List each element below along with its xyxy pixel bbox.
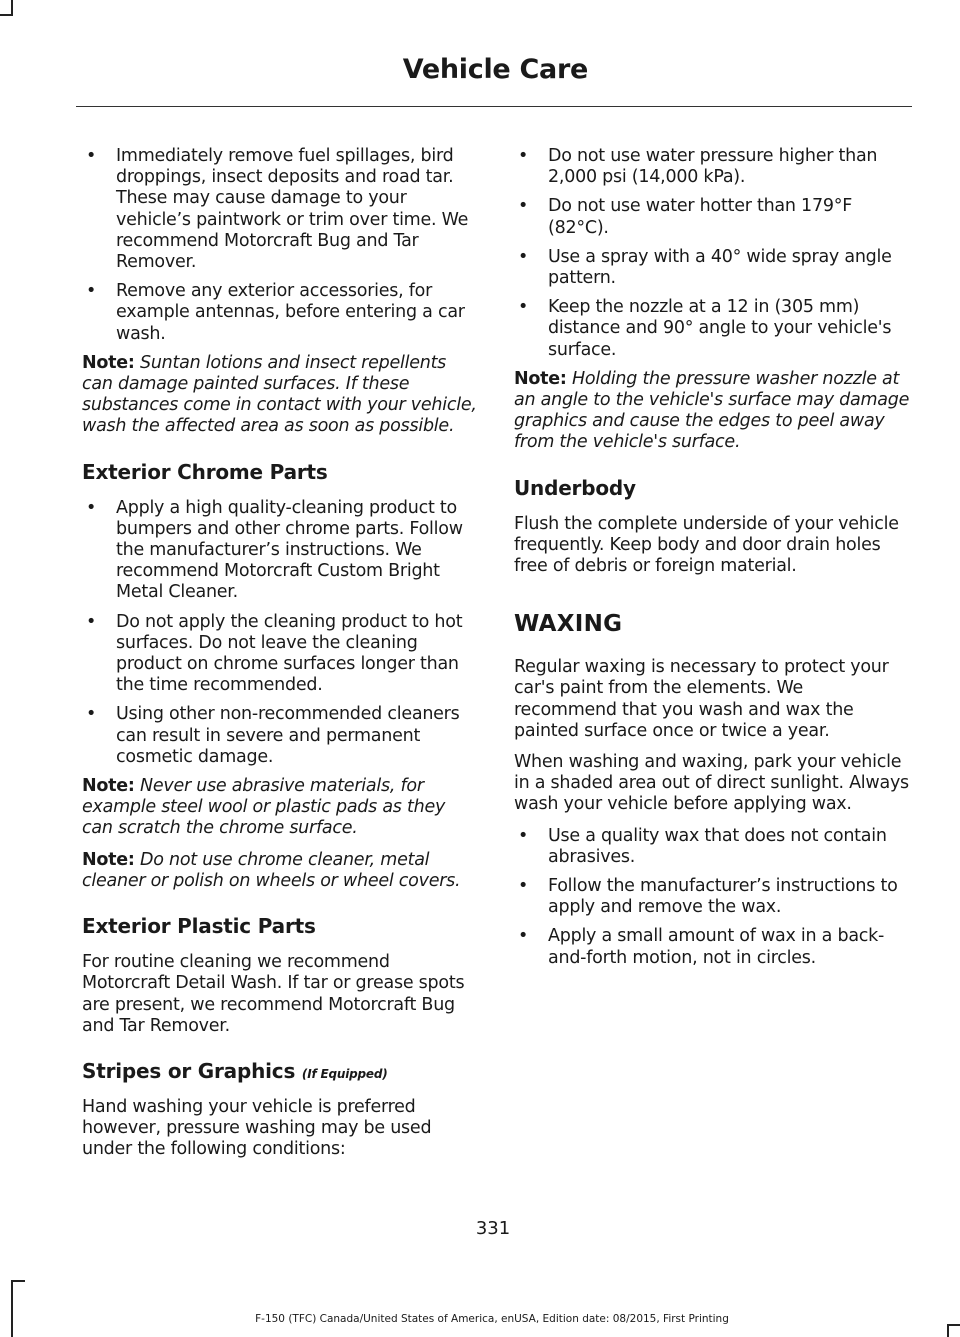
note: Note: Never use abrasive materials, for example steel wool or plastic pads as they can scratch the chrome surface. [82, 776, 446, 839]
bullet-icon: • [518, 297, 529, 318]
paragraph: When washing and waxing, park your vehicle in a shaded area out of direct sunlight. Always wash your vehicle before applying wax. [514, 752, 909, 815]
bullet-icon: • [518, 876, 529, 897]
left-column [82, 146, 478, 1171]
bullet-icon: • [86, 146, 97, 166]
section-heading-plastic: Exterior Plastic Parts [82, 914, 316, 939]
bullet-icon: • [518, 825, 529, 846]
list-item: • Immediately remove fuel spillages, bird droppings, insect deposits and road tar. These may cause damage to your vehicle’s paintwork or trim over time. We recommend Motorcraft Bug and Tar Remover. [86, 146, 469, 273]
section-heading-underbody: Underbody [514, 475, 636, 500]
list-item: • Use a spray with a 40° wide spray angle pattern. [518, 246, 892, 289]
list-item: • Follow the manufacturer’s instructions to apply and remove the wax. [518, 876, 898, 918]
paragraph: Flush the complete underside of your vehicle frequently. Keep body and door drain holes free of debris or foreign material. [514, 513, 899, 577]
bullet-icon: • [518, 146, 529, 166]
page-title: Vehicle Care [402, 54, 588, 85]
bullet-icon: • [86, 281, 97, 302]
note: Note: Holding the pressure washer nozzle at an angle to the vehicle's surface may damage graphics and cause the edges to peel away from the vehicle's surface. [514, 368, 910, 453]
section-heading-chrome: Exterior Chrome Parts [82, 459, 328, 484]
list-item: • Keep the nozzle at a 12 in (305 mm) distance and 90° angle to your vehicle's surface. [518, 297, 892, 360]
list-item: • Using other non-recommended cleaners can result in severe and permanent cosmetic damage. [86, 704, 460, 767]
footer-edition: F-150 (TFC) Canada/United States of America, enUSA, Edition date: 08/2015, First Printing [255, 1313, 729, 1325]
header-divider [76, 106, 912, 107]
list-item: • Apply a small amount of wax in a back-and-forth motion, not in circles. [518, 926, 885, 968]
page-number: 331 [475, 1218, 511, 1239]
list-item: • Do not use water pressure higher than 2,000 psi (14,000 kPa). [518, 146, 878, 188]
note: Note: Do not use chrome cleaner, metal cleaner or polish on wheels or wheel covers. [82, 849, 461, 891]
heading-qualifier: (If Equipped) [301, 1066, 388, 1081]
bullet-icon: • [518, 926, 529, 947]
bullet-icon: • [86, 704, 97, 725]
paragraph: For routine cleaning we recommend Motorcraft Detail Wash. If tar or grease spots are present, we recommend Motorcraft Bug and Tar Remover. [82, 952, 465, 1036]
bullet-icon: • [518, 246, 529, 267]
crop-mark-bottom-left-v [11, 1280, 13, 1337]
list-item: • Do not apply the cleaning product to hot surfaces. Do not leave the cleaning product on chrome surfaces longer than the time recommended. [86, 611, 463, 696]
crop-mark-bottom-left-h [11, 1280, 25, 1282]
section-heading-stripes: Stripes or Graphics (If Equipped) [82, 1058, 388, 1083]
list-item: • Remove any exterior accessories, for example antennas, before entering a car wash. [86, 281, 465, 344]
crop-mark-top-left-h [0, 14, 13, 16]
paragraph: Regular waxing is necessary to protect your car's paint from the elements. We recommend that you wash and wax the painted surface once or twice a year. [514, 657, 889, 741]
bullet-icon: • [86, 497, 97, 518]
list-item: • Do not use water hotter than 179°F (82°C). [518, 196, 853, 238]
list-item: • Use a quality wax that does not contain abrasives. [518, 825, 887, 867]
bullet-icon: • [518, 196, 529, 217]
list-item: • Apply a high quality-cleaning product to bumpers and other chrome parts. Follow the manufacturer’s instructions. We recommend Motorcraft Custom Bright Metal Cleaner. [86, 497, 463, 603]
bullet-icon: • [86, 611, 97, 632]
right-column [514, 146, 910, 977]
section-heading-waxing: WAXING [514, 611, 623, 638]
paragraph: Hand washing your vehicle is preferred however, pressure washing may be used under the following conditions: [82, 1096, 432, 1160]
note: Note: Suntan lotions and insect repellents can damage painted surfaces. If these substances come in contact with your vehicle, wash the affected area as soon as possible. [82, 352, 477, 437]
